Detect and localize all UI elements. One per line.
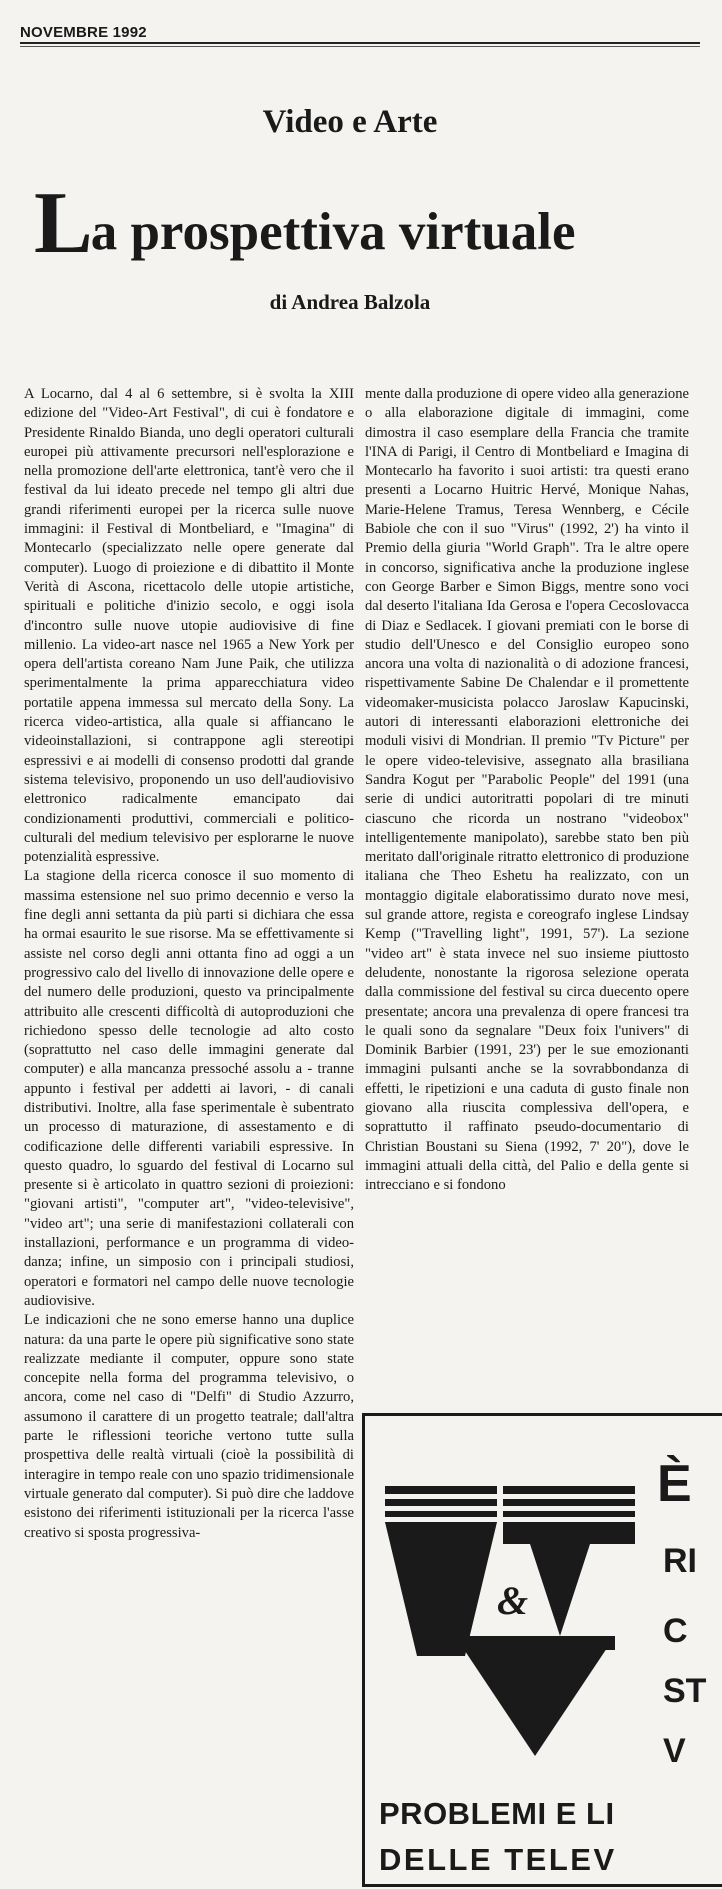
header-rule	[20, 42, 700, 44]
vt-logo	[385, 1486, 635, 1766]
ad-right-line: C	[663, 1612, 688, 1650]
paragraph: La stagione della ricerca conosce il suo momento di massima estensione nel suo primo decennio e verso la fine degli anni settanta da più parti si dichiara che essa ha ormai esaurito le sue risorse. Ma se effettivamente si assiste nel corso degli anni ottanta fino ad oggi a un progressivo calo del livello di innovazione delle opere e del numero delle produzioni, questo va principalmente attribuito alle crescenti difficoltà di autoproduzioni che richiedono spesso delle tecnologie ad alto costo (soprattutto nel caso delle immagini generate dal computer) e alla mancanza pressoché assolu a - tranne appunto i festival per addetti ai lavori, - di canali distributivi. Inoltre, alla fase sperimentale è subentrato un processo di maturazione, di assestamento e di codificazione delle differenti variabili espressive. In questo quadro, lo sguardo del festival di Locarno sul presente si è articolato in quattro sezioni di proiezioni: "giovani artisti", "computer art", "video-televisive", "video art"; una serie di manifestazioni collaterali con installazioni, performance e un programma di video-danza; infine, un simposio con i principali studiosi, operatori e formatori nel campo delle nuove tecnologie audiovisive.	[24, 868, 354, 1309]
paragraph: mente dalla produzione di opere video alla generazione o alla elaborazione digitale di immagini, come dimostra il caso esemplare della Francia che tramite l'INA di Parigi, il Centro di Montbeliard e Imagina di Montecarlo ha favorito i suoi artisti: tra questi erano presenti a Locarno Huitric Hervé, Monique Nahas, Marie-Helene Tramus, Teresa Wennberg, e Cécile Babiole che con il suo "Virus" (1992, 2') ha vinto il Premio della giuria "World Graph". Tra le altre opere in concorso, significativa anche la produzione inglese con George Barber e Simon Biggs, mentre sono voci dal deserto l'italiana Ida Gerosa e l'opera Cecoslovacca di Diaz e Sedlacek. I giovani premiati con le borse di studio dell'Unesco e del Consiglio europeo sono ancora una volta di nazionalità o di adozione francesi, rispettivamente Sabine De Chalendar e il promettente videomaker-musicista polacco Jaroslaw Kapucinski, autori di interessanti elaborazioni elettroniche dei moduli visivi di Mondrian. Il premio "Tv Picture" per le opere video-televisive, assegnato alla brasiliana Sandra Kogut per "Parabolic People" del 1991 (una serie di undici autoritratti popolari di tre minuti ciascuno che ricorda un nostrano "videobox" intelligentemente manipolato), sarebbe stato ben più meritato dall'originale ritratto elettronico di produzione italiana che Theo Eshetu ha realizzato, con un montaggio digitale elaboratissimo durato nove mesi, sul grande attore, regista e coreografo inglese Lindsay Kemp ("Travelling light", 1991, 57'). La sezione "video art" è stata invece nel suo insieme piuttosto deludente, nonostante la rigorosa selezione operata dalla commissione del festival su circa duecento opere presentate; ancora una prevalenza di opere francesi tra le quali sono da segnalare "Deux foix l'univers" di Dominik Barbier (1991, 23') per le sue emozionanti immagini pulsanti anche se la sovrabbondanza di effetti, le ripetizioni e una caduta di gusto finale non giovano alla riuscita complessiva dell'opera, e soprattutto il raffinato pseudo-documentario di Christian Boustani su Siena (1992, 7' 20"), dove le immagini attuali della città, del Palio e della gente si intrecciano e si fondono	[365, 386, 689, 1194]
article-headline	[34, 175, 576, 272]
issue-date: NOVEMBRE 1992	[20, 24, 147, 41]
paragraph: Le indicazioni che ne sono emerse hanno una duplice natura: da una parte le opere più significative sono state realizzate mediante il computer, oppure sono state concepite nella forma del programma televisivo, o ancora, come nel caso di "Delfi" di Studio Azzurro, assumono il carattere di un progetto teatrale; dall'altra parte le riflessioni teoriche vertono tutte sulla prospettiva delle realtà virtuali (cioè la possibilità di interagire in tempo reale con uno spazio tridimensionale virtuale generato dal computer). Si può dire che laddove esistono dei riferimenti istituzionali per la ricerca l'asse creativo si sposta progressiva-	[24, 1312, 354, 1541]
ad-right-line: ST	[663, 1672, 707, 1710]
ad-right-line: V	[663, 1732, 686, 1770]
ad-right-line: RI	[663, 1542, 697, 1580]
ad-big-letter: È	[657, 1455, 692, 1513]
ad-bottom-line: PROBLEMI E LI	[379, 1796, 615, 1831]
advertisement-box	[362, 1413, 722, 1887]
paragraph: A Locarno, dal 4 al 6 settembre, si è svolta la XIII edizione del "Video-Art Festival", di cui è fondatore e Presidente Rinaldo Bianda, uno degli operatori culturali europei più attivamente precursori nell'esplorazione e nella promozione dell'arte elettronica, tant'è vero che il festival da lui ideato precede nel tempo gli altri due grandi riferimenti europei per la ricerca sulle nuove immagini: il Festival di Montbeliard, e "Imagina" di Montecarlo (specializzato nelle opere generate dal computer). Luogo di proiezione e di dibattito il Monte Verità di Ascona, ricettacolo delle utopie artistiche, spirituali e politiche d'inizio secolo, e oggi isola d'incontro sulle nuove utopie audiovisive di fine millenio. La video-art nasce nel 1965 a New York per opera dell'artista coreano Nam June Paik, che utilizza sperimentalmente la prima apparecchiatura video portatile appena immessa sul mercato della Sony. La ricerca video-artistica, alla quale si affiancano le videoinstallazioni, si contrappone agli stereotipi espressivi e ai modelli di consenso prodotti dal grande sistema televisivo, proponendo un uso dell'audiovisivo elettronico radicalmente emancipato dai condizionamenti produttivi, commerciali e politico-culturali del medium televisivo per esplorarne le nuove potenzialità espressive.	[24, 386, 354, 866]
headline-text: a prospettiva virtuale	[90, 203, 576, 261]
ad-bottom-line: DELLE TELEV	[379, 1842, 617, 1877]
header-rule-thin	[20, 46, 700, 47]
section-kicker: Video e Arte	[262, 104, 438, 140]
article-byline: di Andrea Balzola	[269, 290, 431, 314]
article-column-right	[365, 385, 689, 1195]
logo-ampersand: &	[497, 1578, 529, 1623]
article-column-left	[24, 385, 354, 1543]
headline-drop-initial: L	[34, 175, 93, 272]
